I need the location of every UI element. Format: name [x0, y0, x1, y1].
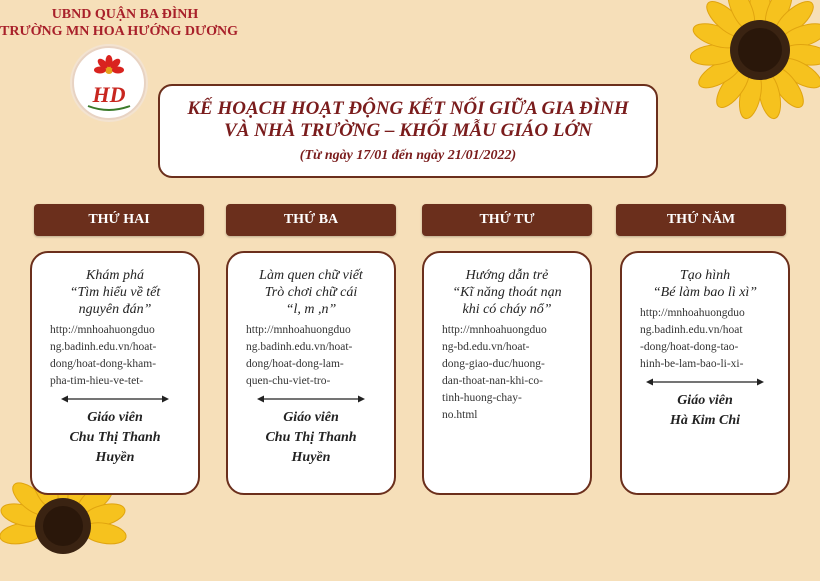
- activity-title: Tạo hình “Bé làm bao lì xì”: [652, 268, 758, 300]
- day-card-tuesday: [226, 251, 396, 495]
- day-header-thursday: THỨ NĂM: [616, 204, 786, 236]
- double-arrow-icon: [60, 394, 170, 404]
- plan-title-box: [158, 84, 658, 178]
- activity-link[interactable]: http://mnhoahuongduo ng-bd.edu.vn/hoat- dong-giao-duc/huong- dan-thoat-nan-khi-co- tinh-huong-chay- no.html: [442, 324, 547, 421]
- teacher-name: Giáo viên Chu Thị Thanh Huyền: [69, 410, 161, 465]
- day-card-wednesday: [422, 251, 592, 495]
- school-title: TRƯỜNG MN HOA HƯỚNG DƯƠNG: [0, 24, 238, 39]
- teacher-name: Giáo viên Hà Kim Chi: [669, 393, 741, 428]
- plan-title: [160, 98, 656, 142]
- activity-title: Làm quen chữ viết Trò chơi chữ cái “l, m ,n”: [259, 268, 363, 317]
- plan-title-line1: KẾ HOẠCH HOẠT ĐỘNG KẾT NỐI GIỮA GIA ĐÌNH: [187, 98, 629, 119]
- school-name: [0, 6, 250, 40]
- day-card-monday: [30, 251, 200, 495]
- activity-title: Khám phá “Tìm hiểu về tết nguyên đán”: [69, 268, 161, 317]
- plan-title-line2: VÀ NHÀ TRƯỜNG – KHỐI MẪU GIÁO LỚN: [224, 120, 592, 141]
- school-logo-icon: [72, 46, 146, 120]
- double-arrow-icon: [256, 394, 366, 404]
- school-district: UBND QUẬN BA ĐÌNH: [51, 7, 199, 22]
- activity-link[interactable]: http://mnhoahuongduo ng.badinh.edu.vn/hoat -dong/hoat-dong-tao- hinh-be-lam-bao-li-xi-: [640, 307, 745, 370]
- sunflower-icon: [690, 0, 820, 120]
- day-card-thursday: [620, 251, 790, 495]
- activity-link[interactable]: http://mnhoahuongduo ng.badinh.edu.vn/hoat- dong/hoat-dong-kham- pha-tim-hieu-ve-tet-: [50, 324, 157, 387]
- teacher-name: Giáo viên Chu Thị Thanh Huyền: [265, 410, 357, 465]
- activity-link[interactable]: http://mnhoahuongduo ng.badinh.edu.vn/hoat- dong/hoat-dong-lam- quen-chu-viet-tro-: [246, 324, 353, 387]
- day-header-tuesday: THỨ BA: [226, 204, 396, 236]
- day-header-monday: THỨ HAI: [34, 204, 204, 236]
- date-range: (Từ ngày 17/01 đến ngày 21/01/2022): [299, 148, 517, 163]
- double-arrow-icon: [645, 377, 765, 387]
- logo-text: HD: [92, 82, 126, 107]
- activity-title: Hướng dẫn trẻ “Kĩ năng thoát nạn khi có cháy nổ”: [452, 268, 562, 317]
- day-header-wednesday: THỨ TƯ: [422, 204, 592, 236]
